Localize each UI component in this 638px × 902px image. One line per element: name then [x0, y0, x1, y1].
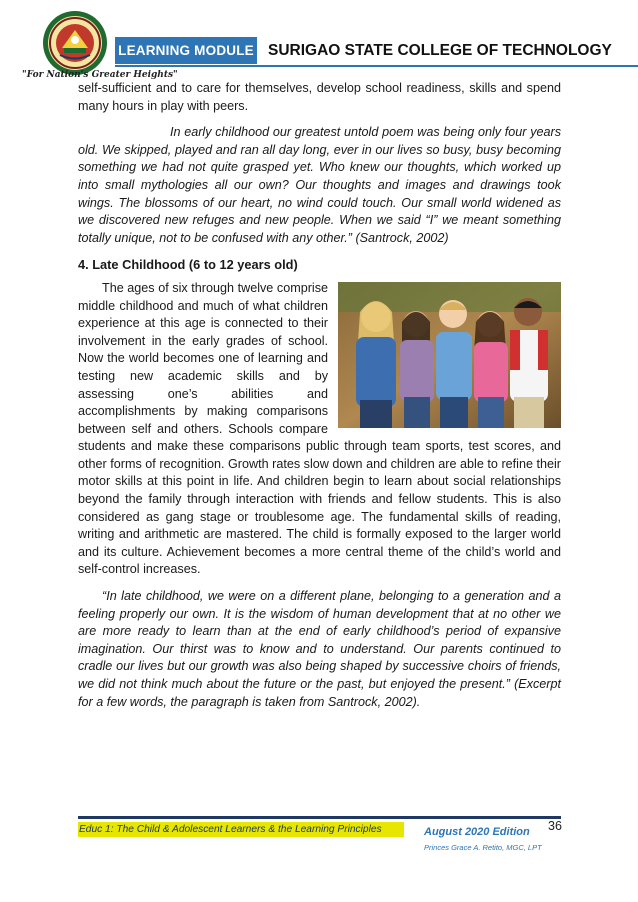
children-group-photo	[338, 282, 561, 428]
page-number: 36	[548, 819, 562, 833]
paragraph-late-childhood: The ages of six through twelve comprise middle childhood and much of what children experience at this age is connected to their involvement in the early grades of school. Now the world becomes one of learning and testing new academic skills and by assessing one’s abilities and accomplishments by making comparisons between self and others. Schools compare students and make these comparisons public through team sports, test scores, and other forms of recognition. Growth rates slow down and children are able to refine their motor skills at this point in life. And children begin to learn about social relationships beyond the family through interaction with friends and fellow students. This is also considered as gang stage or troublesome age. The fundamental skills of reading, writing and arithmetic are mastered. The child is formally exposed to the larger world and its culture. Achievement becomes a more central theme of the child’s world and self-control increases.	[78, 280, 561, 577]
quote-late-childhood: “In late childhood, we were on a different plane, belonging to a generation and a feeling properly our own. It is the wisdom of human development that at no other we are more ready to learn than at the end of early childhood’s period of expansive imagination. Our thirst was to know and to understand. Our parents continued to cradle our lives but our growth was also being shaped by successive choirs of friends, we did not think much about the future or the past, but enjoyed the present.” (Excerpt for a few words, the paragraph is taken from Santrock, 2002).	[78, 589, 561, 709]
footer-course-title: Educ 1: The Child & Adolescent Learners & the Learning Principles	[78, 822, 404, 837]
learning-module-badge: LEARNING MODULE	[115, 37, 257, 64]
footer-edition: August 2020 Edition	[424, 826, 530, 838]
page-content	[78, 80, 561, 711]
header-divider	[115, 65, 638, 67]
college-seal-logo	[42, 10, 108, 76]
college-motto: "For Nation's Greater Heights"	[22, 70, 178, 80]
college-name: SURIGAO STATE COLLEGE OF TECHNOLOGY	[268, 42, 612, 59]
footer-author: Princes Grace A. Retito, MGC, LPT	[424, 843, 542, 852]
paragraph-continuation: self-sufficient and to care for themselves, develop school readiness, skills and spend many hours in play with peers.	[78, 81, 561, 113]
footer-divider	[78, 816, 561, 819]
page-header	[0, 0, 638, 88]
section-heading-late-childhood: 4. Late Childhood (6 to 12 years old)	[78, 257, 298, 273]
quote-early-childhood: In early childhood our greatest untold poem was being only four years old. We skipped, played and ran all day long, ever in our lives so busy, busy becoming something we had not quite grasped yet. Who knew our thoughts, which worked up into small mythologies all our own? Our thoughts and images and drawings took wings. The blossoms of our heart, no wind could touch. Our small world widened as we discovered new refuges and new people. When we said “I” we meant something totally unique, not to be confused with any other.” (Santrock, 2002)	[78, 125, 561, 245]
